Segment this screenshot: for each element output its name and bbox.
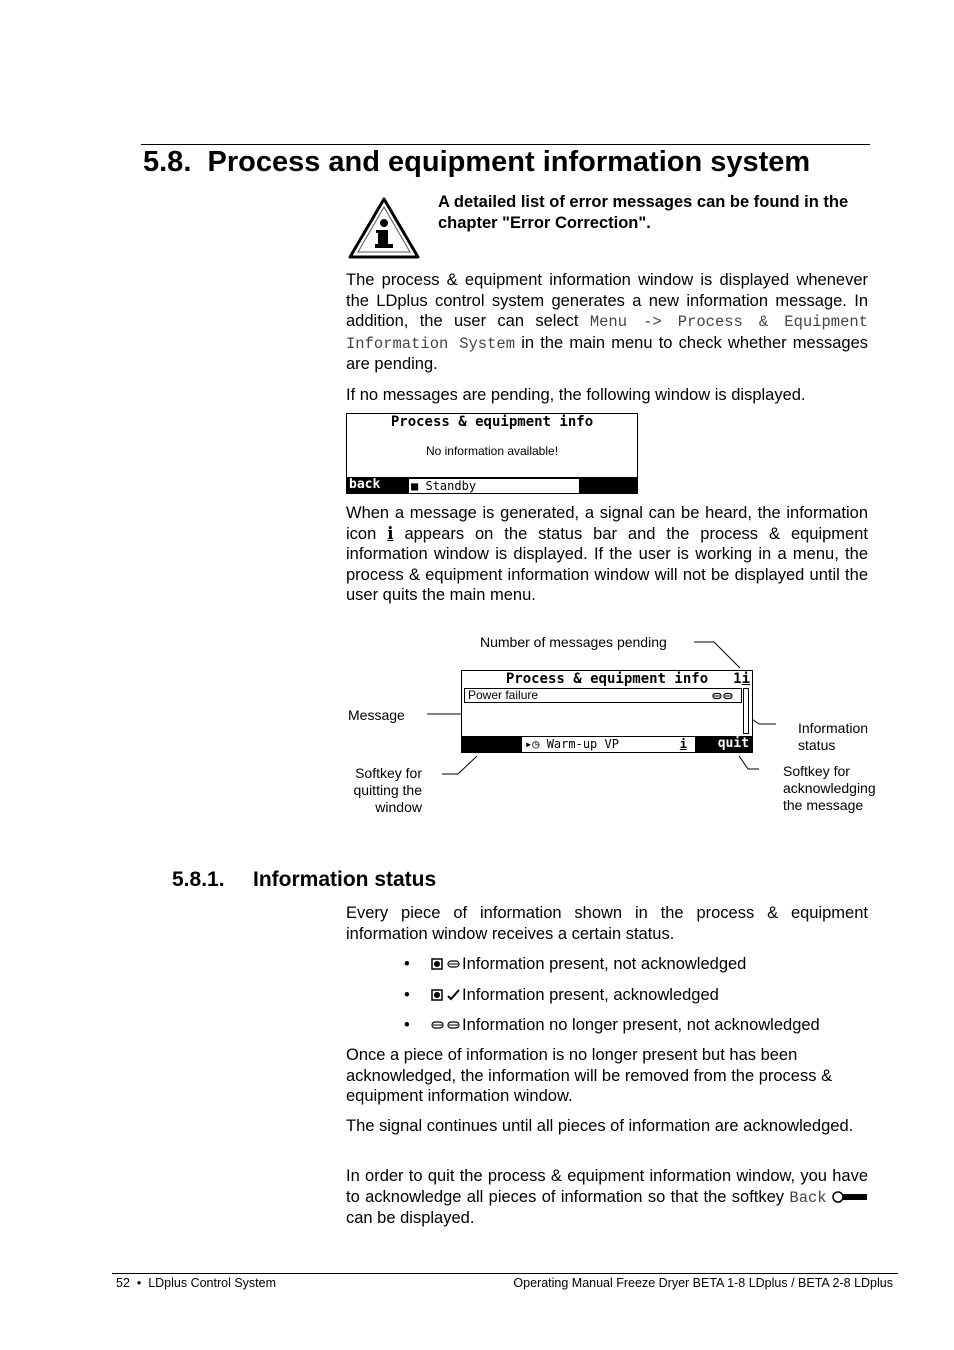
quit-paragraph: In order to quit the process & equipment information window, you have to acknowledge all pieces of information so that the softkey Back can be displayed. bbox=[346, 1167, 868, 1227]
label-information-status: Information status bbox=[798, 720, 869, 753]
subsection-heading: 5.8.1. bbox=[172, 868, 225, 891]
note-error-messages: A detailed list of error messages can be found in the chapter "Error Correction". bbox=[438, 193, 849, 232]
label-message: Message bbox=[348, 707, 405, 723]
quit-softkey[interactable]: quit bbox=[717, 736, 749, 751]
list-item: • Information present, acknowledged bbox=[404, 986, 719, 1004]
not-present-not-acknowledged-icon bbox=[712, 692, 734, 700]
signal-paragraph: The signal continues until all pieces of information are acknowledged. bbox=[346, 1117, 854, 1135]
intro-paragraph: The process & equipment information window is displayed whenever the LDplus control system generates a new information message. In addition, the user can select Menu -> Process & Equipment Information System in the main menu to check whether messages are pending. bbox=[346, 271, 868, 373]
present-not-acknowledged-icon bbox=[431, 958, 461, 970]
message-generated-paragraph: When a message is generated, a signal can be heard, the information icon i appears on the status bar and the process & equipment information window is displayed. If the user is working in a menu, the process & equipment information window will not be displayed until the user quits the main menu. bbox=[346, 504, 868, 604]
screen-message: No information available! bbox=[425, 444, 559, 458]
information-icon: i bbox=[387, 523, 394, 543]
label-softkey-acknowledge: Softkey for acknowledging the message bbox=[783, 763, 876, 813]
list-item: • Information present, not acknowledged bbox=[404, 955, 747, 973]
back-softkey[interactable]: back bbox=[349, 477, 381, 492]
information-icon: i bbox=[741, 671, 750, 687]
list-item: • Information no longer present, not acknowledged bbox=[404, 1016, 820, 1034]
present-acknowledged-icon bbox=[431, 989, 461, 1001]
screen-process-info bbox=[461, 670, 753, 753]
message-row[interactable] bbox=[464, 688, 742, 703]
play-icon: ▸ bbox=[525, 737, 533, 751]
stop-icon: ■ bbox=[411, 479, 419, 493]
no-messages-paragraph: If no messages are pending, the following window is displayed. bbox=[346, 386, 806, 404]
removed-paragraph: Once a piece of information is no longer present but has been acknowledged, the information will be removed from the process & equipment information window. bbox=[346, 1046, 833, 1105]
key-icon bbox=[832, 1191, 868, 1203]
subsection-title: Information status bbox=[253, 868, 437, 891]
label-messages-pending: Number of messages pending bbox=[480, 634, 667, 650]
footer-right: Operating Manual Freeze Dryer BETA 1-8 LDplus / BETA 2-8 LDplus bbox=[513, 1276, 893, 1290]
back-softkey-name: Back bbox=[789, 1188, 827, 1207]
status-field: ▸◷ Warm-up VP i bbox=[522, 737, 695, 752]
messages-count: 1i bbox=[733, 671, 750, 687]
footer-rule bbox=[112, 1273, 898, 1274]
screen-title: Process & equipment info bbox=[390, 414, 594, 430]
screen-status-bar bbox=[462, 736, 752, 752]
footer-left: 52 • LDplus Control System bbox=[116, 1276, 277, 1290]
message-text: Power failure bbox=[468, 688, 539, 702]
section-heading: 5.8. Process and equipment information system bbox=[143, 146, 811, 178]
status-field: ■ Standby bbox=[409, 479, 579, 493]
screen-title: Process & equipment info bbox=[505, 671, 709, 687]
scrollbar[interactable] bbox=[743, 688, 749, 734]
label-softkey-quit: Softkey for quitting the window bbox=[353, 765, 422, 815]
menu-path: Menu -> Process & Equipment Information System bbox=[346, 313, 868, 353]
clock-icon: ◷ bbox=[532, 737, 540, 751]
not-present-not-acknowledged-icon bbox=[431, 1019, 461, 1031]
status-intro-paragraph: Every piece of information shown in the process & equipment information window receives a certain status. bbox=[346, 904, 868, 943]
information-icon: i bbox=[679, 737, 687, 751]
